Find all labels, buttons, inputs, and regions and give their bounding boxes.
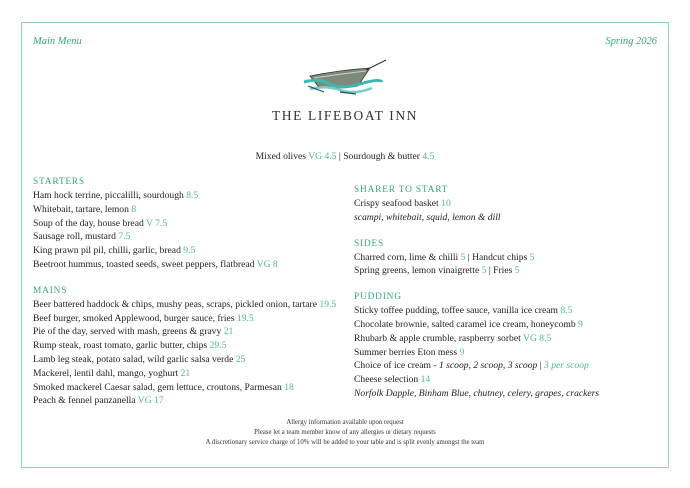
item-name: Lamb leg steak, potato salad, wild garlic salsa verde [33, 353, 234, 365]
menu-item: Spring greens, lemon vinaigrette 5 | Fries 5 [354, 265, 520, 277]
menu-section [33, 175, 336, 272]
nibble-price: 4.5 [422, 151, 435, 162]
item-price: 8 [131, 203, 137, 215]
lifeboat-logo-icon [300, 56, 390, 100]
item-price: 5 [529, 251, 535, 263]
item-price: 8.5 [560, 305, 573, 317]
section-heading: PUDDING [354, 292, 402, 303]
item-name: Choice of ice cream - [354, 360, 439, 372]
menu-item [33, 339, 336, 353]
item-name: scampi, whitebait, squid, lemon & dill [354, 211, 501, 223]
section-heading: STARTERS [33, 177, 85, 187]
item-name: Whitebait, tartare, lemon [33, 203, 129, 215]
season-label: Spring 2026 [605, 36, 657, 47]
item-name: Peach & fennel panzanella [33, 395, 136, 407]
item-name: Smoked mackerel Caesar salad, gem lettuce, croutons, Parmesan [33, 381, 282, 393]
menu-item [354, 332, 599, 346]
item-price: 5 [514, 265, 520, 277]
left-column [33, 175, 336, 420]
menu-item [33, 298, 336, 312]
menu-section [33, 284, 336, 408]
item-price: 3 per scoop [544, 360, 589, 372]
section-heading: SHARER TO START [354, 185, 449, 195]
item-name: Rhubarb & apple crumble, raspberry sorbet [354, 332, 521, 344]
item-name: Charred corn, lime & chilli [354, 251, 459, 263]
footer-notes [0, 418, 690, 448]
nibbles-line: Mixed olives VG 4.5 | Sourdough & butter 4.5 [255, 151, 435, 162]
menu-item [33, 367, 336, 381]
menu-item [33, 312, 336, 326]
item-price: 9 [578, 318, 583, 330]
item-name: Mackerel, lentil dahl, mango, yoghurt [33, 367, 179, 379]
menu-item [33, 189, 336, 203]
menu-section [354, 290, 599, 401]
menu-item [33, 325, 336, 339]
menu-item [33, 353, 336, 367]
menu-item [354, 304, 599, 318]
item-name: Sausage roll, mustard [33, 231, 116, 243]
item-price: 21 [180, 367, 191, 379]
menu-item [33, 244, 336, 258]
item-name: Beef burger, smoked Applewood, burger sauce, fries [33, 312, 235, 324]
nibble-price: VG 4.5 [308, 151, 337, 162]
item-name: Norfolk Dapple, Binham Blue, chutney, celery, grapes, crackers [354, 387, 600, 399]
item-price: 9.5 [183, 245, 196, 257]
item-name: Beetroot hummus, toasted seeds, sweet peppers, flatbread [33, 258, 255, 270]
menu-item [33, 381, 336, 395]
menu-label: Main Menu [33, 36, 82, 47]
item-name: Rump steak, roast tomato, garlic butter, chips [33, 340, 208, 352]
menu-item: Choice of ice cream - 1 scoop, 2 scoop, 3 scoop | 3 per scoop [354, 360, 589, 372]
item-price: 7.5 [118, 231, 131, 243]
item-price: VG 8 [256, 258, 278, 270]
menu-section [354, 183, 599, 225]
menu-item [33, 394, 336, 408]
item-options: 1 scoop, 2 scoop, 3 scoop [438, 360, 538, 372]
item-price: 19.5 [319, 298, 337, 310]
service-charge-note: A discretionary service charge of 10% will be added to your table and is split evenly amongst the team [205, 439, 485, 446]
item-price: VG 8.5 [523, 332, 552, 344]
menu-section [354, 237, 599, 279]
item-name: Chocolate brownie, salted caramel ice cream, honeycomb [354, 318, 576, 330]
restaurant-title: THE LIFEBOAT INN [271, 108, 419, 123]
item-name: Soup of the day, house bread [33, 217, 144, 229]
item-name: Fries [493, 265, 513, 277]
item-price: 14 [420, 374, 431, 386]
allergy-note: Allergy information available upon request [286, 419, 404, 426]
item-name: Pie of the day, served with mash, greens & gravy [33, 326, 222, 338]
item-price: 8.5 [186, 190, 199, 201]
menu-item [33, 217, 336, 231]
item-name: Summer berries Eton mess [354, 346, 458, 358]
item-price: 21 [223, 326, 234, 338]
menu-item [33, 203, 336, 217]
item-name: Cheese selection [354, 374, 419, 386]
item-name: Crispy seafood basket [354, 198, 439, 209]
item-price: 5 [481, 265, 487, 277]
item-name: King prawn pil pil, chilli, garlic, bread [33, 245, 181, 257]
item-name: Spring greens, lemon vinaigrette [354, 265, 480, 277]
item-price: 19.5 [236, 312, 254, 324]
right-column [354, 183, 599, 413]
menu-item [354, 373, 599, 387]
nibble-name: Mixed olives [255, 151, 306, 162]
item-price: V 7.5 [145, 217, 168, 229]
item-price: 10 [441, 198, 451, 209]
item-name: Handcut chips [472, 251, 528, 263]
menu-item [354, 211, 599, 225]
menu-item [354, 197, 599, 211]
menu-item [354, 318, 599, 332]
item-price: 18 [284, 381, 294, 393]
item-name: Ham hock terrine, piccalilli, sourdough [33, 190, 184, 201]
menu-item [33, 230, 336, 244]
item-price: 25 [235, 353, 246, 365]
item-name: Beer battered haddock & chips, mushy peas, scraps, pickled onion, tartare [33, 298, 317, 310]
item-price: 5 [460, 251, 466, 263]
section-heading: MAINS [33, 285, 68, 296]
menu-item [354, 387, 599, 401]
section-heading: SIDES [354, 238, 385, 249]
item-price: 29.5 [209, 340, 227, 352]
item-price: 9 [459, 346, 465, 358]
nibble-name: Sourdough & butter [343, 151, 420, 162]
menu-item: Charred corn, lime & chilli 5 | Handcut chips 5 [354, 251, 535, 263]
menu-item [354, 346, 599, 360]
menu-item [33, 258, 336, 272]
item-name: Sticky toffee pudding, toffee sauce, vanilla ice cream [354, 305, 558, 317]
item-price: VG 17 [137, 395, 164, 407]
allergy-request-note: Please let a team member know of any allergies or dietary requests [254, 429, 436, 436]
